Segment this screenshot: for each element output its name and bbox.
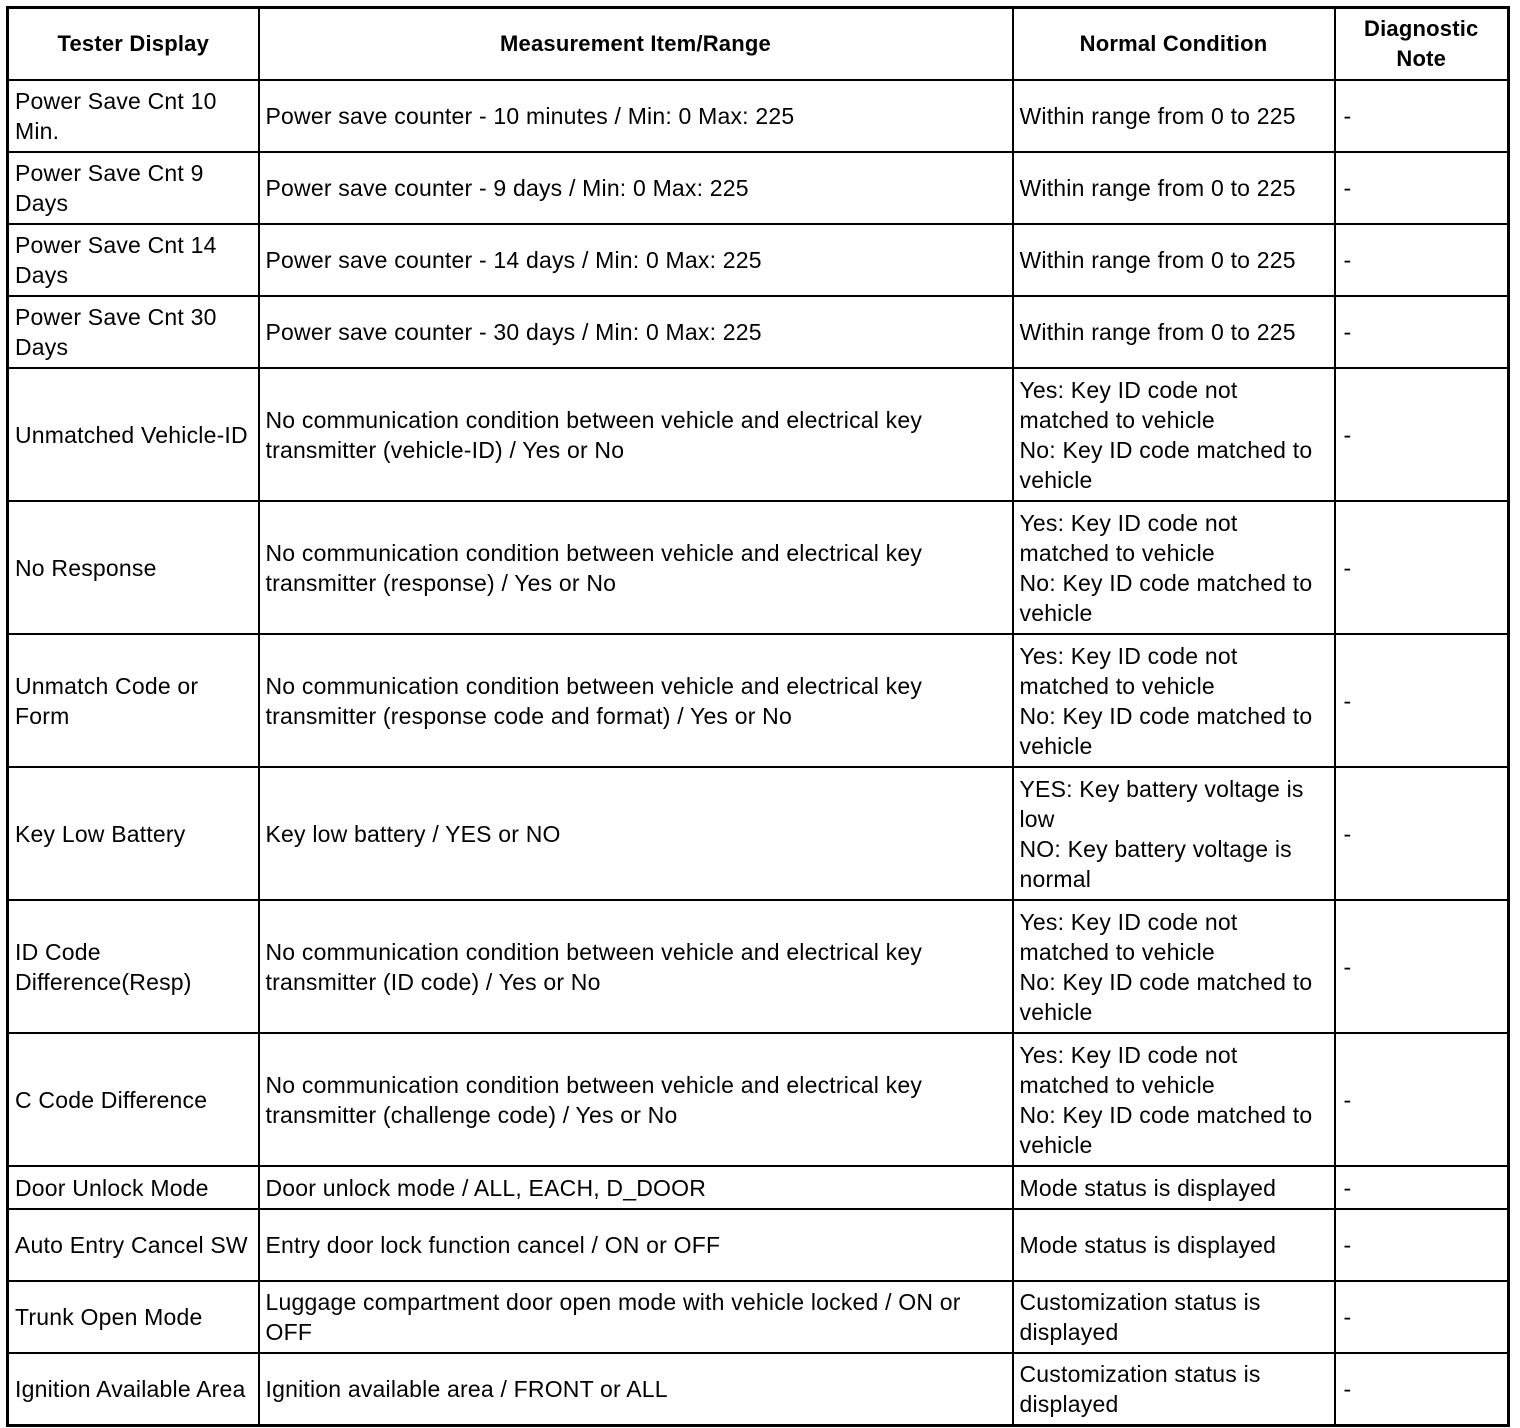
diagnostic-note-cell: - [1335,1166,1509,1209]
normal-line: Mode status is displayed [1019,1232,1277,1258]
normal-line: Within range from 0 to 225 [1019,103,1296,129]
normal-condition-cell [1013,501,1335,634]
header-normal-condition: Normal Condition [1013,8,1335,81]
header-note-line1: Diagnostic [1364,16,1479,41]
header-diagnostic-note [1335,8,1509,81]
tester-display-cell: Ignition Available Area [8,1353,259,1425]
tester-display-cell: Door Unlock Mode [8,1166,259,1209]
normal-condition-cell [1013,1353,1335,1425]
normal-line: YES: Key battery voltage is low [1019,775,1304,832]
header-measurement: Measurement Item/Range [259,8,1013,81]
tester-display-cell: Power Save Cnt 9 Days [8,152,259,224]
tester-display-cell: Power Save Cnt 30 Days [8,296,259,368]
measurement-cell: Entry door lock function cancel / ON or OFF [259,1209,1013,1281]
measurement-cell: Power save counter - 14 days / Min: 0 Max: 225 [259,224,1013,296]
normal-condition-cell [1013,767,1335,900]
tester-display-cell: Power Save Cnt 10 Min. [8,80,259,152]
table-row [8,368,1509,501]
tester-display-cell: Trunk Open Mode [8,1281,259,1353]
header-row [8,8,1509,81]
measurement-cell: No communication condition between vehicle and electrical key transmitter (response) / Yes or No [259,501,1013,634]
normal-line: No: Key ID code matched to vehicle [1019,1101,1313,1158]
normal-line: NO: Key battery voltage is normal [1019,835,1292,892]
normal-line: Yes: Key ID code not matched to vehicle [1019,509,1238,566]
measurement-cell: No communication condition between vehicle and electrical key transmitter (response code and format) / Yes or No [259,634,1013,767]
table-row [8,1166,1509,1209]
table-row [8,1353,1509,1425]
normal-line: Yes: Key ID code not matched to vehicle [1019,642,1238,699]
normal-condition-cell [1013,152,1335,224]
normal-condition-cell [1013,80,1335,152]
normal-line: Yes: Key ID code not matched to vehicle [1019,908,1238,965]
diagnostic-note-cell: - [1335,368,1509,501]
header-tester-display: Tester Display [8,8,259,81]
table-row [8,224,1509,296]
normal-line: Yes: Key ID code not matched to vehicle [1019,376,1238,433]
diagnostic-note-cell: - [1335,80,1509,152]
table-row [8,80,1509,152]
normal-line: Within range from 0 to 225 [1019,319,1296,345]
diagnostic-note-cell: - [1335,296,1509,368]
normal-line: Yes: Key ID code not matched to vehicle [1019,1041,1238,1098]
diagnostic-note-cell: - [1335,224,1509,296]
normal-line: Mode status is displayed [1019,1174,1277,1201]
normal-condition-cell [1013,1033,1335,1166]
normal-condition-cell [1013,1166,1335,1209]
normal-line: Within range from 0 to 225 [1019,247,1296,273]
header-note-line2: Note [1396,46,1447,71]
measurement-cell: Power save counter - 30 days / Min: 0 Max: 225 [259,296,1013,368]
measurement-cell: No communication condition between vehicle and electrical key transmitter (challenge code) / Yes or No [259,1033,1013,1166]
table-row [8,1281,1509,1353]
measurement-cell: Key low battery / YES or NO [259,767,1013,900]
diagnostic-note-cell: - [1335,501,1509,634]
measurement-cell: Luggage compartment door open mode with vehicle locked / ON or OFF [259,1281,1013,1353]
table-row [8,152,1509,224]
measurement-cell: No communication condition between vehicle and electrical key transmitter (ID code) / Yes or No [259,900,1013,1033]
diagnostic-note-cell: - [1335,152,1509,224]
tester-display-cell: Unmatch Code or Form [8,634,259,767]
measurement-cell: Power save counter - 9 days / Min: 0 Max: 225 [259,152,1013,224]
table-row [8,767,1509,900]
tester-display-cell: Unmatched Vehicle-ID [8,368,259,501]
normal-line: No: Key ID code matched to vehicle [1019,436,1313,493]
diagnostic-note-cell: - [1335,767,1509,900]
tester-display-cell: No Response [8,501,259,634]
normal-line: Within range from 0 to 225 [1019,175,1296,201]
normal-line: No: Key ID code matched to vehicle [1019,569,1313,626]
measurement-cell: No communication condition between vehicle and electrical key transmitter (vehicle-ID) / Yes or No [259,368,1013,501]
table-row [8,1209,1509,1281]
tester-display-cell: C Code Difference [8,1033,259,1166]
table-row [8,900,1509,1033]
tester-display-cell: ID Code Difference(Resp) [8,900,259,1033]
diagnostic-note-cell: - [1335,1353,1509,1425]
diagnostic-note-cell: - [1335,634,1509,767]
normal-condition-cell [1013,1281,1335,1353]
table-row [8,634,1509,767]
normal-condition-cell [1013,900,1335,1033]
diagnostic-note-cell: - [1335,1281,1509,1353]
normal-condition-cell [1013,1209,1335,1281]
normal-line: Customization status is displayed [1019,1360,1261,1417]
diagnostic-note-cell: - [1335,1209,1509,1281]
table-row [8,1033,1509,1166]
normal-condition-cell [1013,634,1335,767]
normal-line: Customization status is displayed [1019,1289,1261,1345]
measurement-cell: Ignition available area / FRONT or ALL [259,1353,1013,1425]
normal-condition-cell [1013,296,1335,368]
normal-line: No: Key ID code matched to vehicle [1019,968,1313,1025]
tester-display-cell: Power Save Cnt 14 Days [8,224,259,296]
normal-line: No: Key ID code matched to vehicle [1019,702,1313,759]
tester-display-cell: Auto Entry Cancel SW [8,1209,259,1281]
normal-condition-cell [1013,224,1335,296]
measurement-cell: Door unlock mode / ALL, EACH, D_DOOR [259,1166,1013,1209]
measurement-cell: Power save counter - 10 minutes / Min: 0 Max: 225 [259,80,1013,152]
table-row [8,296,1509,368]
tester-display-cell: Key Low Battery [8,767,259,900]
diagnostic-note-cell: - [1335,1033,1509,1166]
normal-condition-cell [1013,368,1335,501]
data-list-table [6,6,1510,1427]
table-row [8,501,1509,634]
diagnostic-note-cell: - [1335,900,1509,1033]
